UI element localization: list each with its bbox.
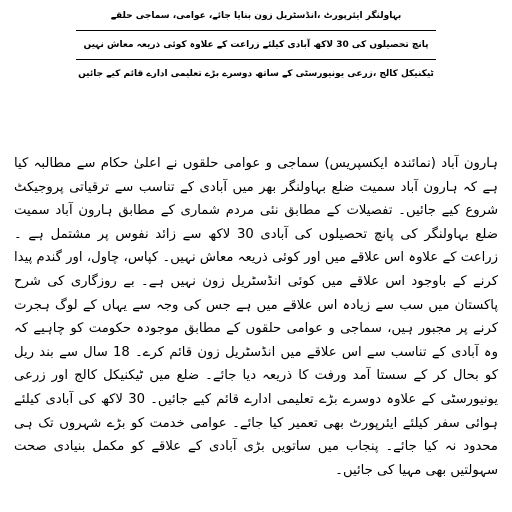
article-body: ہارون آباد (نمائندہ ایکسپریس) سماجی و عوامی حلقوں نے اعلیٰ حکام سے مطالبہ کیا ہے کہ ہارون آباد سمیت ضلع بہاولنگر بھر میں آبادی کے تناسب سے ترقیاتی پروجیکٹ شروع کیے جائیں۔ تفصیلات کے مطابق نئی مردم شماری کے مطابق ہارون آباد سمیت ضلع بہاولنگر کی پانچ تحصیلوں کی آبادی 30 لاکھ سے زائد نفوس پر مشتمل ہے ۔ زراعت کے علاوہ اس علاقے میں اور کوئی ذریعہ معاش نہیں۔ کپاس، چاول، اور گندم پیدا کرنے کے باوجود اس علاقے میں کوئی انڈسٹریل زون نہیں ہے۔ بے روزگاری کی شرح پاکستان میں سب سے زیادہ اس علاقے میں ہے جس کی وجہ سے یہاں کے لوگ ہجرت کرنے پر مجبور ہیں، سماجی و عوامی حلقوں کے مطابق موجودہ حکومت کو چاہیے کہ وہ آبادی کے تناسب سے اس علاقے میں انڈسٹریل زون قائم کرے۔ 18 سال سے بند ریل کو بحال کر کے سستا آمد ورفت کا ذریعہ دیا جائے۔ ضلع میں ٹیکنیکل کالج اور زرعی یونیورسٹی کے علاوہ دوسرے بڑے تعلیمی ادارے قائم کیے جائیں۔ 30 لاکھ کی آبادی کیلئے ہوائی سفر کیلئے ایئرپورٹ بھی تعمیر کیا جائے۔ عوامی خدمت کو بڑے شہروں تک ہی محدود نہ کیا جائے۔ پنجاب میں ساتویں بڑی آبادی کے علاقے کو مکمل بنیادی صحت سہولتیں بھی مہیا کی جائیں۔ [14, 156, 498, 478]
headline-1: بہاولنگر ایئرپورٹ ،انڈسٹریل زون بنایا جائے، عوامی، سماجی حلقے [110, 11, 402, 21]
headline-divider-1 [76, 30, 436, 31]
headline-3: ٹیکنیکل کالج ،زرعی یونیورسٹی کے ساتھ دوسرے بڑے تعلیمی ادارے قائم کیے جائیں [78, 69, 434, 79]
headline-divider-2 [76, 59, 436, 60]
headline-block [0, 0, 512, 84]
headline-2: پانچ تحصیلوں کی 30 لاکھ آبادی کیلئے زراعت کے علاوہ کوئی ذریعہ معاش نہیں [83, 40, 429, 50]
